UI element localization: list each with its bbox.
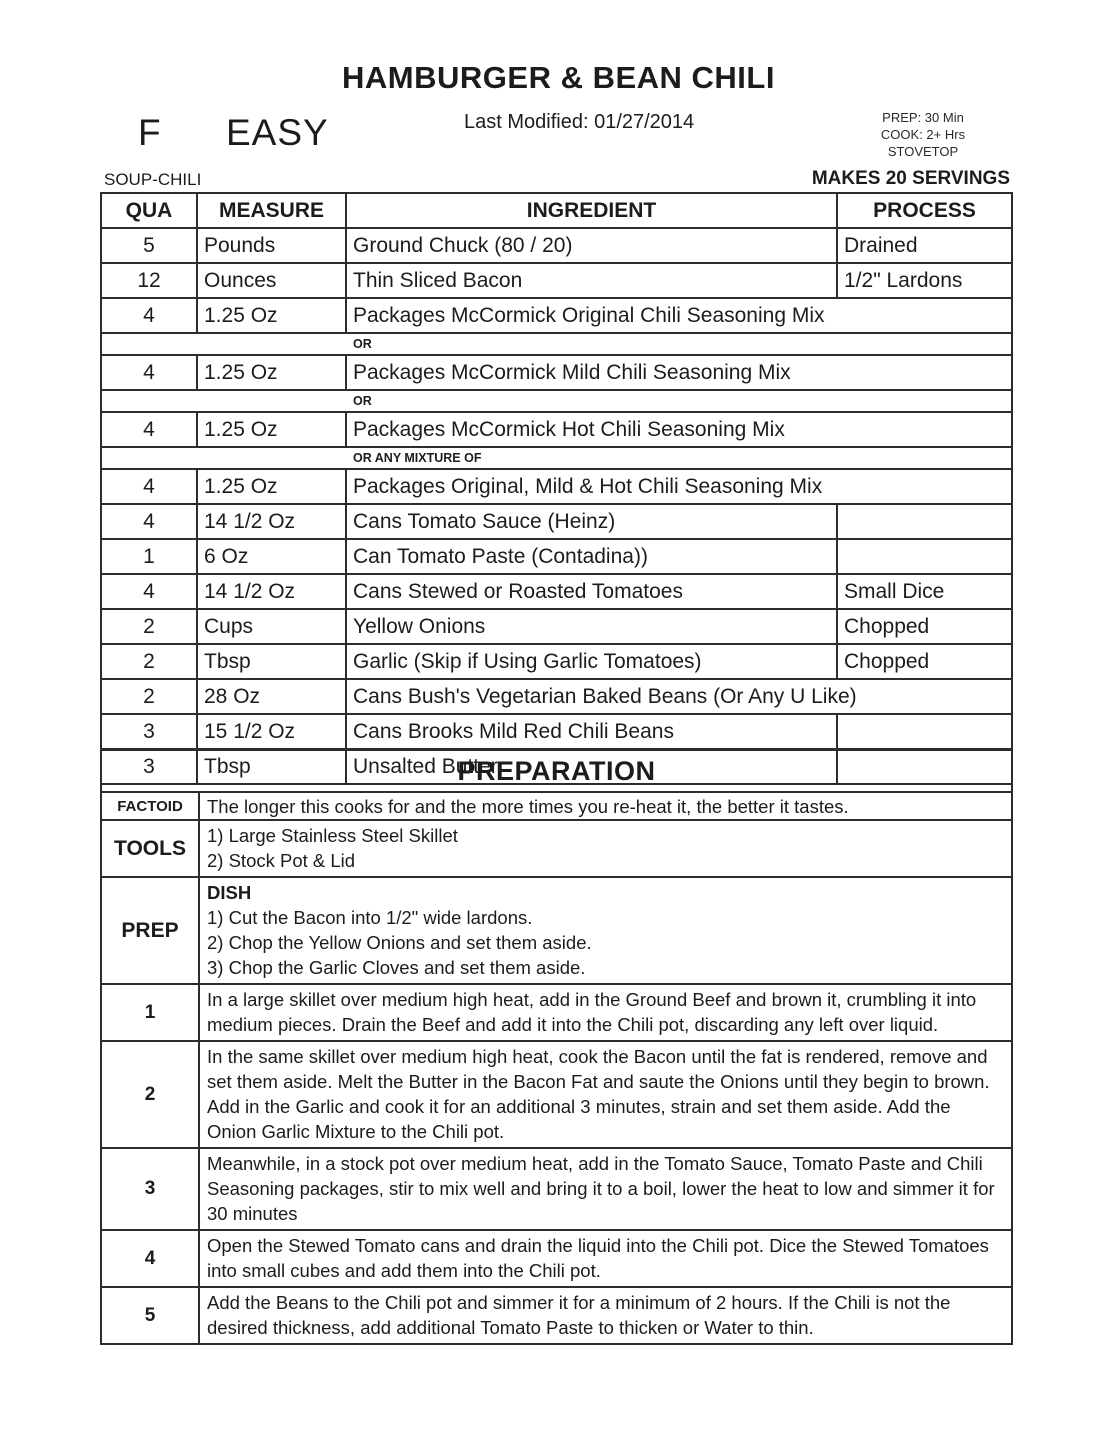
preparation-table bbox=[100, 749, 1013, 1345]
cook-method: STOVETOP bbox=[887, 144, 959, 159]
or-divider-row bbox=[101, 447, 1012, 469]
quantity-cell: 4 bbox=[101, 412, 197, 447]
quantity-cell: 4 bbox=[101, 298, 197, 333]
step-number: 3 bbox=[101, 1148, 199, 1230]
or-divider-label: OR bbox=[101, 390, 1012, 412]
step-text bbox=[199, 1287, 1012, 1344]
step-number: 2 bbox=[101, 1041, 199, 1148]
preparation-info-row bbox=[101, 792, 1012, 820]
ingredient-cell: Packages McCormick Hot Chili Seasoning Mix bbox=[346, 412, 1012, 447]
ingredient-row bbox=[101, 679, 1012, 714]
or-divider-row bbox=[101, 390, 1012, 412]
process-cell: Chopped bbox=[837, 644, 1012, 679]
section-text bbox=[199, 820, 1012, 877]
process-cell: 1/2" Lardons bbox=[837, 263, 1012, 298]
measure-cell: 6 Oz bbox=[197, 539, 346, 574]
text-line: 3) Chop the Garlic Cloves and set them aside. bbox=[207, 957, 586, 978]
ingredient-row bbox=[101, 539, 1012, 574]
ingredient-cell: Packages McCormick Original Chili Seasoning Mix bbox=[346, 298, 1012, 333]
ingredient-header-row bbox=[101, 193, 1012, 228]
ingredient-table bbox=[100, 192, 1013, 785]
col-header-qua: QUA bbox=[101, 193, 197, 228]
process-cell bbox=[837, 504, 1012, 539]
quantity-cell: 3 bbox=[101, 749, 197, 784]
process-cell: Drained bbox=[837, 228, 1012, 263]
ingredient-row bbox=[101, 298, 1012, 333]
measure-cell: Tbsp bbox=[197, 644, 346, 679]
quantity-cell: 3 bbox=[101, 714, 197, 749]
step-text bbox=[199, 984, 1012, 1041]
preparation-info-row bbox=[101, 820, 1012, 877]
col-header-process: PROCESS bbox=[837, 193, 1012, 228]
quantity-cell: 1 bbox=[101, 539, 197, 574]
quantity-cell: 4 bbox=[101, 469, 197, 504]
measure-cell: Tbsp bbox=[197, 749, 346, 784]
step-number: 5 bbox=[101, 1287, 199, 1344]
step-text bbox=[199, 1230, 1012, 1287]
ingredient-cell: Packages McCormick Mild Chili Seasoning Mix bbox=[346, 355, 1012, 390]
measure-cell: Pounds bbox=[197, 228, 346, 263]
section-label: FACTOID bbox=[101, 792, 199, 820]
text-line: 2) Stock Pot & Lid bbox=[207, 850, 356, 871]
ingredient-row bbox=[101, 469, 1012, 504]
process-cell bbox=[837, 714, 1012, 749]
recipe-category: SOUP-CHILI bbox=[104, 170, 202, 189]
quantity-cell: 4 bbox=[101, 504, 197, 539]
process-cell: Small Dice bbox=[837, 574, 1012, 609]
ingredient-row bbox=[101, 228, 1012, 263]
ingredient-cell: Thin Sliced Bacon bbox=[346, 263, 837, 298]
step-text bbox=[199, 1041, 1012, 1148]
step-number: 4 bbox=[101, 1230, 199, 1287]
col-header-measure: MEASURE bbox=[197, 193, 346, 228]
measure-cell: 28 Oz bbox=[197, 679, 346, 714]
ingredient-cell: Packages Original, Mild & Hot Chili Seasoning Mix bbox=[346, 469, 1012, 504]
process-cell bbox=[837, 539, 1012, 574]
measure-cell: Cups bbox=[197, 609, 346, 644]
measure-cell: 1.25 Oz bbox=[197, 469, 346, 504]
last-modified: Last Modified: 01/27/2014 bbox=[464, 111, 695, 133]
preparation-step-row bbox=[101, 1148, 1012, 1230]
measure-cell: 1.25 Oz bbox=[197, 412, 346, 447]
or-divider-label: OR ANY MIXTURE OF bbox=[101, 447, 1012, 469]
ingredient-row bbox=[101, 355, 1012, 390]
ingredient-cell: Cans Bush's Vegetarian Baked Beans (Or Any U Like) bbox=[346, 679, 1012, 714]
text-line: 1) Cut the Bacon into 1/2" wide lardons. bbox=[207, 907, 533, 928]
section-text bbox=[199, 877, 1012, 984]
preparation-step-row bbox=[101, 1230, 1012, 1287]
measure-cell: 1.25 Oz bbox=[197, 298, 346, 333]
section-label: TOOLS bbox=[101, 820, 199, 877]
recipe-meta bbox=[856, 109, 990, 160]
ingredient-row bbox=[101, 412, 1012, 447]
quantity-cell: 4 bbox=[101, 355, 197, 390]
ingredient-row bbox=[101, 714, 1012, 749]
col-header-ingredient: INGREDIENT bbox=[346, 193, 837, 228]
text-line: In the same skillet over medium high heat, cook the Bacon until the fat is rendered, remove and set them aside. Melt the Butter in the Bacon Fat and saute the Onions until they begin to brown. Add in the Garlic and cook it for an additional 3 minutes, strain and set them aside. Add the Onion Garlic Mixture to the Chili pot. bbox=[207, 1046, 990, 1142]
ingredient-row bbox=[101, 644, 1012, 679]
quantity-cell: 12 bbox=[101, 263, 197, 298]
ingredient-cell: Cans Stewed or Roasted Tomatoes bbox=[346, 574, 837, 609]
section-label: PREP bbox=[101, 877, 199, 984]
or-divider-label: OR bbox=[101, 333, 1012, 355]
text-line: The longer this cooks for and the more times you re-heat it, the better it tastes. bbox=[207, 795, 849, 817]
preparation-table-body bbox=[101, 750, 1012, 1344]
ingredient-cell: Can Tomato Paste (Contadina)) bbox=[346, 539, 837, 574]
ingredient-row bbox=[101, 574, 1012, 609]
text-line: 1) Large Stainless Steel Skillet bbox=[207, 825, 458, 846]
ingredient-row bbox=[101, 504, 1012, 539]
ingredient-table-body bbox=[101, 228, 1012, 784]
recipe-title: HAMBURGER & BEAN CHILI bbox=[342, 60, 775, 95]
text-line: In a large skillet over medium high heat, add in the Ground Beef and brown it, crumbling it into medium pieces. Drain the Beef and add it into the Chili pot, discarding any left over liquid. bbox=[207, 989, 977, 1035]
text-line: Open the Stewed Tomato cans and drain the liquid into the Chili pot. Dice the Stewed Tomatoes into small cubes and add them into the Chili pot. bbox=[207, 1235, 989, 1281]
process-cell: Chopped bbox=[837, 609, 1012, 644]
section-text bbox=[199, 792, 1012, 820]
preparation-step-row bbox=[101, 1041, 1012, 1148]
quantity-cell: 2 bbox=[101, 609, 197, 644]
recipe-difficulty: EASY bbox=[226, 112, 329, 153]
ingredient-cell: Cans Tomato Sauce (Heinz) bbox=[346, 504, 837, 539]
text-line: Add the Beans to the Chili pot and simmer it for a minimum of 2 hours. If the Chili is not the desired thickness, add additional Tomato Paste to thicken or Water to thin. bbox=[207, 1292, 951, 1338]
text-line: DISH bbox=[207, 882, 252, 903]
ingredient-row bbox=[101, 609, 1012, 644]
quantity-cell: 2 bbox=[101, 644, 197, 679]
ingredient-cell: Ground Chuck (80 / 20) bbox=[346, 228, 837, 263]
ingredient-cell: Cans Brooks Mild Red Chili Beans bbox=[346, 714, 837, 749]
ingredient-cell: Unsalted Butter bbox=[346, 749, 837, 784]
preparation-step-row bbox=[101, 984, 1012, 1041]
preparation-title: PREPARATION bbox=[101, 750, 1012, 792]
step-number: 1 bbox=[101, 984, 199, 1041]
quantity-cell: 5 bbox=[101, 228, 197, 263]
measure-cell: 1.25 Oz bbox=[197, 355, 346, 390]
preparation-title-row bbox=[101, 750, 1012, 792]
text-line: Meanwhile, in a stock pot over medium heat, add in the Tomato Sauce, Tomato Paste and Chili Seasoning packages, stir to mix well and bring it to a boil, lower the heat to low and simmer it for 30 minutes bbox=[207, 1153, 995, 1224]
servings-label: MAKES 20 SERVINGS bbox=[811, 168, 1010, 189]
ingredient-row bbox=[101, 263, 1012, 298]
measure-cell: 14 1/2 Oz bbox=[197, 504, 346, 539]
quantity-cell: 4 bbox=[101, 574, 197, 609]
text-line: 2) Chop the Yellow Onions and set them aside. bbox=[207, 932, 592, 953]
ingredient-cell: Yellow Onions bbox=[346, 609, 837, 644]
quantity-cell: 2 bbox=[101, 679, 197, 714]
preparation-info-row bbox=[101, 877, 1012, 984]
ingredient-cell: Garlic (Skip if Using Garlic Tomatoes) bbox=[346, 644, 837, 679]
measure-cell: 14 1/2 Oz bbox=[197, 574, 346, 609]
prep-time: PREP: 30 Min bbox=[882, 110, 964, 125]
cook-time: COOK: 2+ Hrs bbox=[880, 127, 966, 142]
measure-cell: 15 1/2 Oz bbox=[197, 714, 346, 749]
step-text bbox=[199, 1148, 1012, 1230]
preparation-step-row bbox=[101, 1287, 1012, 1344]
or-divider-row bbox=[101, 333, 1012, 355]
measure-cell: Ounces bbox=[197, 263, 346, 298]
recipe-grade: F bbox=[138, 112, 161, 153]
